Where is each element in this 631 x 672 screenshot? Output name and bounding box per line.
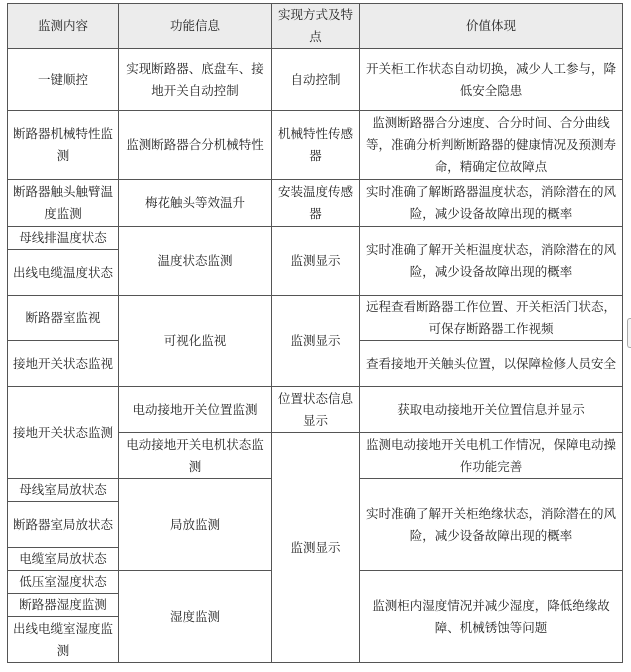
cell-content: 接地开关状态监视: [8, 341, 119, 387]
cell-content: 一键顺控: [8, 49, 119, 111]
table-row: [8, 227, 623, 250]
cell-method: 安装温度传感器: [272, 180, 360, 227]
table-row: [8, 111, 623, 180]
cell-function: 可视化监视: [119, 296, 272, 387]
cell-method: 自动控制: [272, 49, 360, 111]
header-implementation: 实现方式及特点: [272, 4, 360, 49]
cell-value: 监测柜内湿度情况并减少湿度，降低绝缘故障、机械锈蚀等问题: [360, 571, 623, 663]
cell-function: 实现断路器、底盘车、接地开关自动控制: [119, 49, 272, 111]
side-scroll-tab: [627, 318, 631, 348]
header-value: 价值体现: [360, 4, 623, 49]
cell-content: 断路器机械特性监测: [8, 111, 119, 180]
cell-content: 断路器触头触臂温度监测: [8, 180, 119, 227]
cell-method: 位置状态信息显示: [272, 387, 360, 433]
cell-content: 断路器室局放状态: [8, 502, 119, 548]
cell-function: 温度状态监测: [119, 227, 272, 296]
header-function-info: 功能信息: [119, 4, 272, 49]
table-wrapper: [7, 3, 623, 663]
cell-method: 机械特性传感器: [272, 111, 360, 180]
cell-value: 实时准确了解开关柜温度状态，消除潜在的风险，减少设备故障出现的概率: [360, 227, 623, 296]
cell-content: 出线电缆温度状态: [8, 250, 119, 296]
cell-value: 获取电动接地开关位置信息并显示: [360, 387, 623, 433]
cell-content: 出线电缆室湿度监测: [8, 617, 119, 663]
cell-content: 母线室局放状态: [8, 479, 119, 502]
cell-content: 断路器室监视: [8, 296, 119, 341]
monitoring-table: [7, 3, 623, 663]
cell-method: 监测显示: [272, 433, 360, 663]
cell-value: 监测断路器合分速度、合分时间、合分曲线等，准确分析判断断路器的健康情况及预测寿命，精确定位故障点: [360, 111, 623, 180]
table-row: [8, 180, 623, 227]
table-row: [8, 296, 623, 341]
cell-content: 母线排温度状态: [8, 227, 119, 250]
cell-value: 实时准确了解开关柜绝缘状态，消除潜在的风险，减少设备故障出现的概率: [360, 479, 623, 571]
cell-value: 开关柜工作状态自动切换，减少人工参与，降低安全隐患: [360, 49, 623, 111]
cell-content: 低压室湿度状态: [8, 571, 119, 594]
cell-value: 远程查看断路器工作位置、开关柜活门状态，可保存断路器工作视频: [360, 296, 623, 341]
cell-function: 梅花触头等效温升: [119, 180, 272, 227]
table-header-row: [8, 4, 623, 49]
cell-function: 监测断路器合分机械特性: [119, 111, 272, 180]
cell-value: 实时准确了解断路器温度状态，消除潜在的风险，减少设备故障出现的概率: [360, 180, 623, 227]
cell-content: 断路器湿度监测: [8, 594, 119, 617]
cell-function: 局放监测: [119, 479, 272, 571]
cell-content: 接地开关状态监测: [8, 387, 119, 479]
cell-function: 电动接地开关电机状态监测: [119, 433, 272, 479]
table-row: [8, 387, 623, 433]
header-monitoring-content: 监测内容: [8, 4, 119, 49]
cell-function: 电动接地开关位置监测: [119, 387, 272, 433]
table-row: [8, 49, 623, 111]
cell-value: 查看接地开关触头位置，以保障检修人员安全: [360, 341, 623, 387]
cell-content: 电缆室局放状态: [8, 548, 119, 571]
cell-method: 监测显示: [272, 296, 360, 387]
cell-value: 监测电动接地开关电机工作情况，保障电动操作功能完善: [360, 433, 623, 479]
cell-function: 湿度监测: [119, 571, 272, 663]
cell-method: 监测显示: [272, 227, 360, 296]
